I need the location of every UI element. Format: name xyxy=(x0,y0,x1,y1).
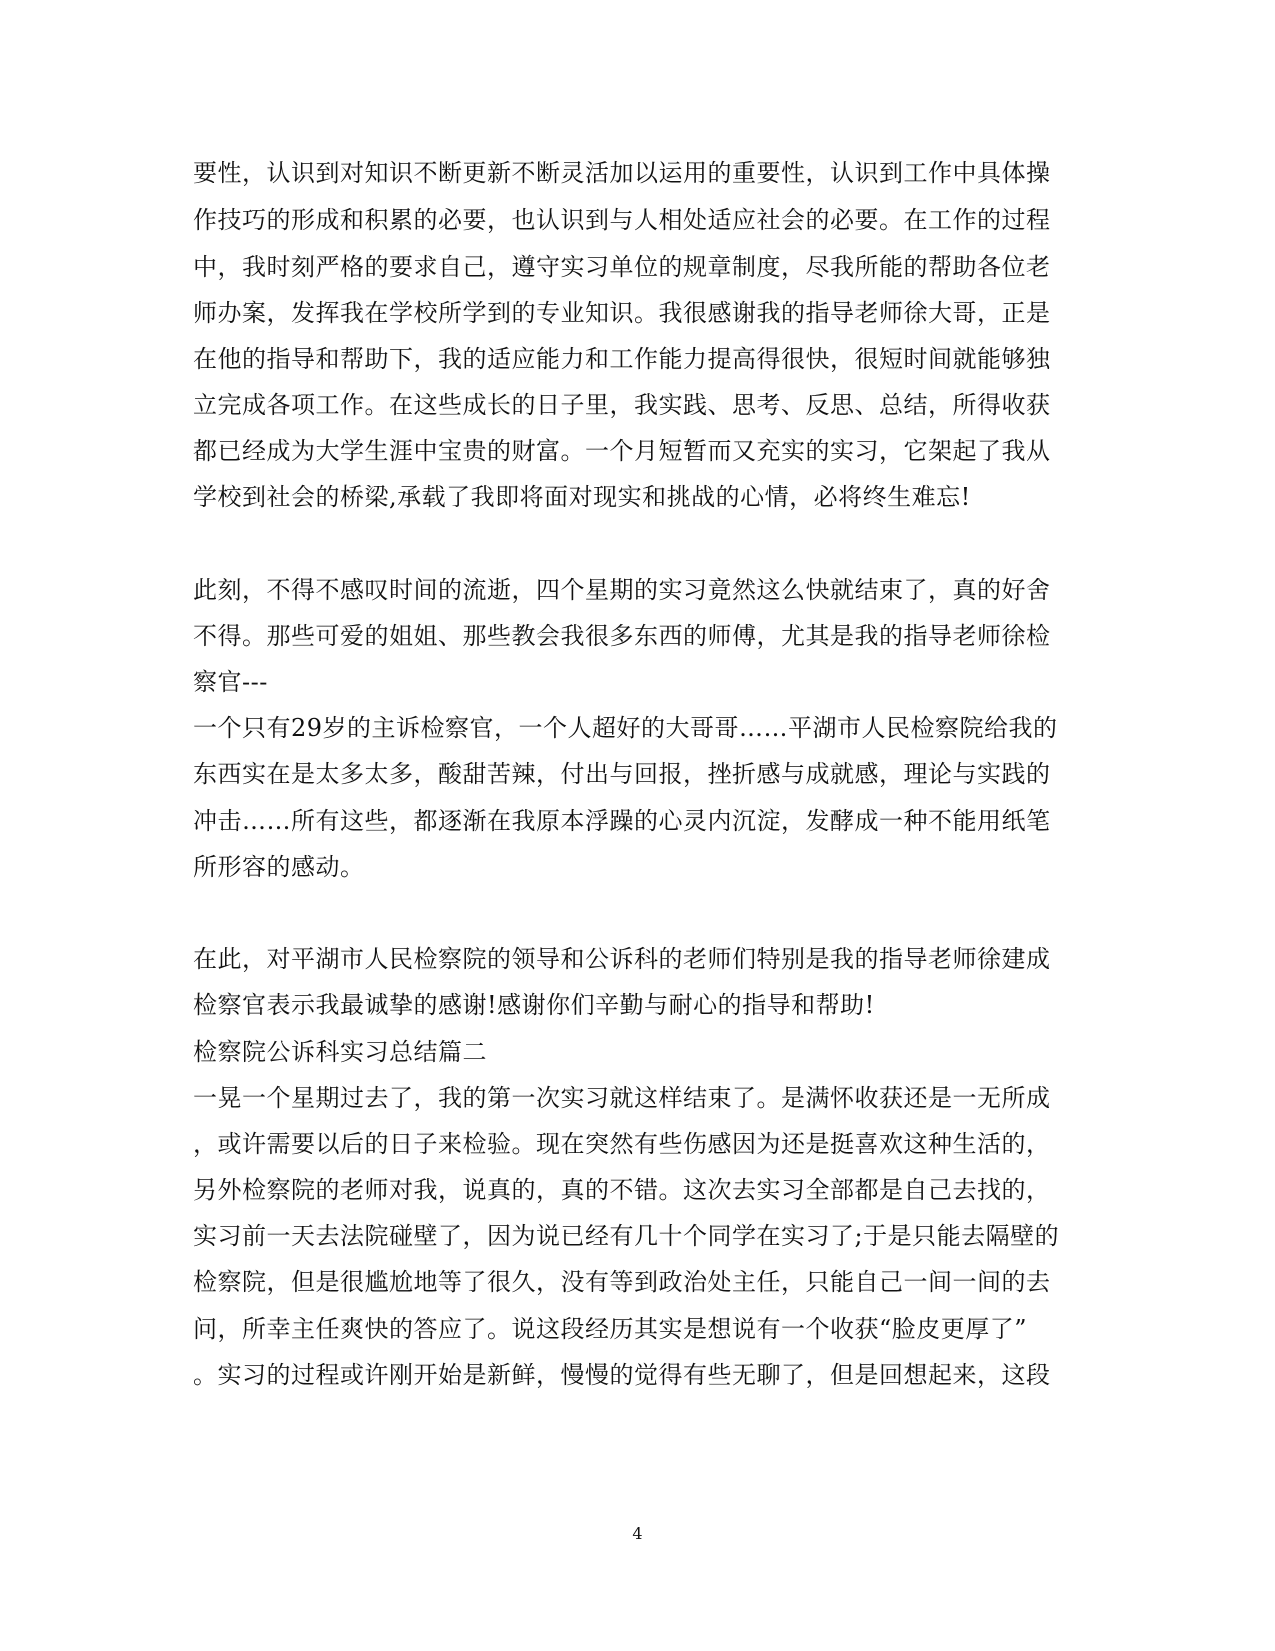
section-heading: 检察院公诉科实习总结篇二 xyxy=(193,1038,487,1066)
text-line: 要性，认识到对知识不断更新不断灵活加以运用的重要性，认识到工作中具体操 xyxy=(193,159,1051,187)
text-line: 冲击……所有这些，都逐渐在我原本浮躁的心灵内沉淀，发酵成一种不能用纸笔 xyxy=(193,807,1051,835)
text-line: 检察院，但是很尴尬地等了很久，没有等到政治处主任，只能自己一间一间的去 xyxy=(193,1268,1051,1296)
text-line: 所形容的感动。 xyxy=(193,853,365,881)
text-line: 。实习的过程或许刚开始是新鲜，慢慢的觉得有些无聊了，但是回想起来，这段 xyxy=(193,1361,1051,1389)
page-number: 4 xyxy=(632,1524,643,1543)
text-line: 师办案，发挥我在学校所学到的专业知识。我很感谢我的指导老师徐大哥，正是 xyxy=(193,299,1051,327)
text-line: 实习前一天去法院碰壁了，因为说已经有几十个同学在实习了;于是只能去隔壁的 xyxy=(193,1222,1060,1250)
text-line: 此刻，不得不感叹时间的流逝，四个星期的实习竟然这么快就结束了，真的好舍 xyxy=(193,576,1051,604)
text-line: 察官--- xyxy=(193,668,268,696)
text-line: 作技巧的形成和积累的必要，也认识到与人相处适应社会的必要。在工作的过程 xyxy=(193,206,1051,234)
text-line: 立完成各项工作。在这些成长的日子里，我实践、思考、反思、总结，所得收获 xyxy=(193,391,1051,419)
text-line: 在此，对平湖市人民检察院的领导和公诉科的老师们特别是我的指导老师徐建成 xyxy=(193,945,1051,973)
text-line: 在他的指导和帮助下，我的适应能力和工作能力提高得很快，很短时间就能够独 xyxy=(193,345,1051,373)
text-line: 问，所幸主任爽快的答应了。说这段经历其实是想说有一个收获“脸皮更厚了” xyxy=(193,1315,1028,1343)
text-line: 检察官表示我最诚挚的感谢!感谢你们辛勤与耐心的指导和帮助! xyxy=(193,991,875,1019)
text-line: ，或许需要以后的日子来检验。现在突然有些伤感因为还是挺喜欢这种生活的， xyxy=(193,1130,1051,1158)
text-line: 都已经成为大学生涯中宝贵的财富。一个月短暂而又充实的实习，它架起了我从 xyxy=(193,437,1051,465)
text-line: 另外检察院的老师对我，说真的，真的不错。这次去实习全部都是自己去找的， xyxy=(193,1176,1051,1204)
text-line: 一晃一个星期过去了，我的第一次实习就这样结束了。是满怀收获还是一无所成 xyxy=(193,1084,1051,1112)
text-line: 不得。那些可爱的姐姐、那些教会我很多东西的师傅，尤其是我的指导老师徐检 xyxy=(193,622,1051,650)
text-line: 东西实在是太多太多，酸甜苦辣，付出与回报，挫折感与成就感，理论与实践的 xyxy=(193,760,1051,788)
text-line: 学校到社会的桥梁,承载了我即将面对现实和挑战的心情，必将终生难忘! xyxy=(193,483,971,511)
text-line: 一个只有29岁的主诉检察官，一个人超好的大哥哥……平湖市人民检察院给我的 xyxy=(193,714,1058,742)
text-line: 中，我时刻严格的要求自己，遵守实习单位的规章制度，尽我所能的帮助各位老 xyxy=(193,253,1051,281)
